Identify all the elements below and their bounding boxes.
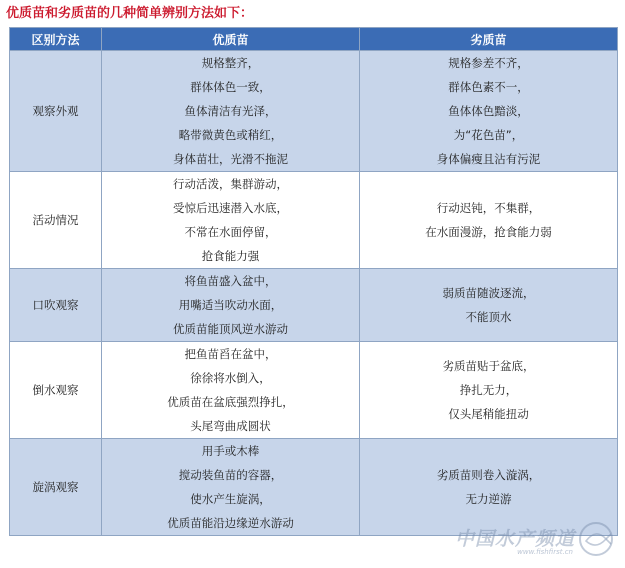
good-line: 不常在水面停留，	[184, 225, 277, 239]
good-cell	[102, 439, 360, 536]
good-line: 规格整齐，	[201, 56, 260, 70]
good-line: 搅动装鱼苗的容器，	[178, 468, 283, 482]
watermark-url: www.fishfirst.cn	[517, 548, 573, 556]
bad-line: 鱼体体色黯淡，	[448, 104, 529, 118]
good-cell	[102, 172, 360, 269]
method-cell	[10, 172, 102, 269]
watermark-text: 中国水产频道	[454, 528, 575, 550]
good-line: 徐徐将水倒入，	[190, 371, 271, 385]
column-header-method: 区别方法	[10, 28, 102, 51]
good-line: 略带微黄色或稍红，	[178, 128, 283, 142]
page-title: 优质苗和劣质苗的几种简单辨别方法如下：	[6, 6, 254, 21]
table-header-row	[10, 28, 618, 51]
good-cell	[102, 342, 360, 439]
bad-line: 劣质苗则卷入漩涡，	[436, 468, 541, 482]
bad-line: 规格参差不齐，	[448, 56, 529, 70]
column-header-good: 优质苗	[102, 28, 360, 51]
method-label: 观察外观	[32, 104, 79, 118]
bad-cell	[360, 269, 618, 342]
bad-cell	[360, 51, 618, 172]
good-line: 使水产生旋涡，	[190, 492, 271, 506]
method-label: 口吹观察	[32, 298, 79, 312]
good-line: 把鱼苗舀在盆中，	[184, 347, 277, 361]
good-line: 优质苗能顶风逆水游动	[173, 322, 288, 336]
bad-line: 无力逆游	[465, 492, 512, 506]
comparison-table	[9, 27, 618, 536]
bad-line: 挣扎无力，	[459, 383, 518, 397]
method-label: 倒水观察	[32, 383, 79, 397]
table-row	[10, 269, 618, 342]
column-header-bad: 劣质苗	[360, 28, 618, 51]
good-line: 抢食能力强	[201, 249, 260, 263]
method-label: 旋涡观察	[32, 480, 79, 494]
table-row	[10, 51, 618, 172]
method-cell	[10, 439, 102, 536]
table-row	[10, 342, 618, 439]
method-cell	[10, 269, 102, 342]
good-line: 群体体色一致，	[190, 80, 271, 94]
good-line: 用嘴适当吹动水面，	[178, 298, 283, 312]
good-line: 身体苗壮，光滑不拖泥	[173, 152, 288, 166]
bad-line: 行动迟钝，不集群，	[436, 201, 541, 215]
bad-line: 劣质苗贴于盆底，	[442, 359, 535, 373]
bad-cell	[360, 439, 618, 536]
method-cell	[10, 342, 102, 439]
good-line: 行动活泼，集群游动，	[173, 177, 288, 191]
good-cell	[102, 269, 360, 342]
good-line: 鱼体清洁有光泽，	[184, 104, 277, 118]
good-line: 受惊后迅速潜入水底，	[173, 201, 288, 215]
bad-line: 仅头尾稍能扭动	[448, 407, 529, 421]
method-label: 活动情况	[32, 213, 79, 227]
good-line: 用手或木棒	[201, 444, 260, 458]
bad-line: 弱质苗随波逐流，	[442, 286, 535, 300]
bad-line: 在水面漫游，抢食能力弱	[425, 225, 552, 239]
good-line: 将鱼苗盛入盆中，	[184, 274, 277, 288]
table-row	[10, 172, 618, 269]
bad-line: 群体色素不一，	[448, 80, 529, 94]
good-line: 优质苗在盆底强烈挣扎，	[167, 395, 294, 409]
bad-line: 不能顶水	[465, 310, 512, 324]
good-line: 头尾弯曲成圆状	[190, 419, 271, 433]
table-row	[10, 439, 618, 536]
method-cell	[10, 51, 102, 172]
good-cell	[102, 51, 360, 172]
bad-cell	[360, 172, 618, 269]
good-line: 优质苗能沿边缘逆水游动	[167, 516, 294, 530]
bad-line: 为“花色苗”，	[453, 128, 524, 142]
bad-line: 身体偏瘦且沾有污泥	[436, 152, 541, 166]
bad-cell	[360, 342, 618, 439]
